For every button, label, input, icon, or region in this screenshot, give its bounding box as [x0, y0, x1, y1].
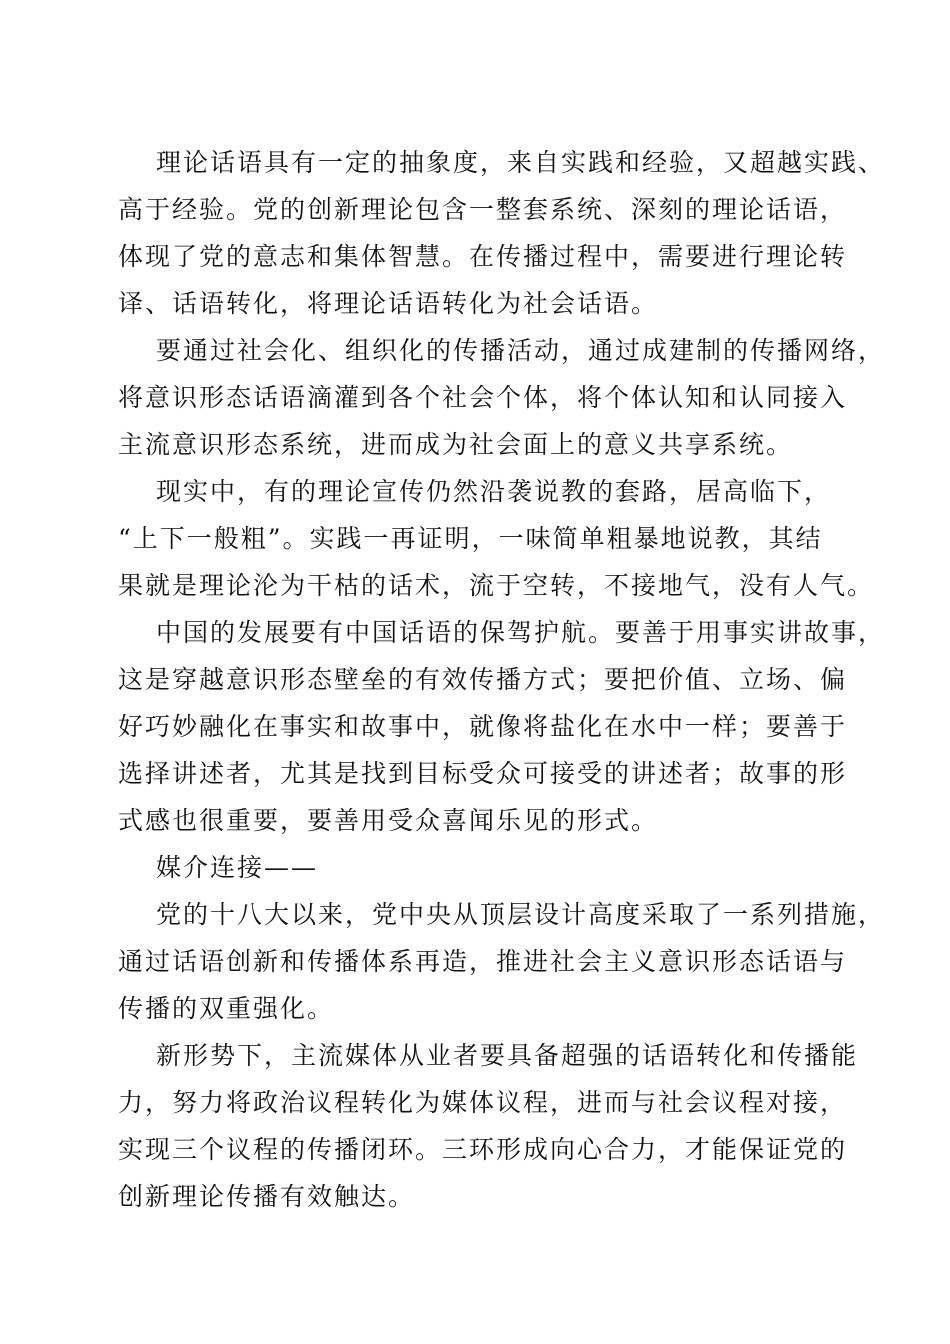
text-line: 中国的发展要有中国话语的保驾护航。要善于用事实讲故事， [156, 618, 886, 647]
text-line: 这是穿越意识形态壁垒的有效传播方式；要把价值、立场、偏 [118, 665, 848, 694]
text-line: 现实中，有的理论宣传仍然沿袭说教的套路，居高临下， [156, 477, 832, 506]
text-line: 实现三个议程的传播闭环。三环形成向心合力，才能保证党的 [118, 1135, 848, 1164]
text-line: 果就是理论沦为干枯的话术，流于空转，不接地气，没有人气。 [118, 571, 875, 600]
section-heading: 媒介连接—— [156, 853, 319, 882]
paragraph-social-organization [118, 327, 886, 468]
text-line: 传播的双重强化。 [118, 994, 335, 1023]
text-line: 体现了党的意志和集体智慧。在传播过程中，需要进行理论转 [118, 242, 848, 271]
text-line: 通过话语创新和传播体系再造，推进社会主义意识形态话语与 [118, 947, 848, 976]
text-line: 创新理论传播有效触达。 [118, 1182, 416, 1211]
text-line: “上下一般粗”。实践一再证明，一味简单粗暴地说教，其结 [118, 524, 823, 553]
text-line: 理论话语具有一定的抽象度，来自实践和经验，又超越实践、 [156, 148, 886, 177]
text-line: 选择讲述者，尤其是找到目标受众可接受的讲述者；故事的形 [118, 759, 848, 788]
text-line: 新形势下，主流媒体从业者要具备超强的话语转化和传播能 [156, 1041, 859, 1070]
text-line: 译、话语转化，将理论话语转化为社会话语。 [118, 289, 659, 318]
text-line: 好巧妙融化在事实和故事中，就像将盐化在水中一样；要善于 [118, 712, 848, 741]
text-line: 力，努力将政治议程转化为媒体议程，进而与社会议程对接， [118, 1088, 848, 1117]
document-body [118, 139, 886, 1220]
text-line: 高于经验。党的创新理论包含一整套系统、深刻的理论话语， [118, 195, 848, 224]
paragraph-mainstream-media [118, 1032, 859, 1220]
paragraph-theory-discourse [118, 139, 886, 327]
text-line: 式感也很重要，要善用受众喜闻乐见的形式。 [118, 806, 659, 835]
text-line: 将意识形态话语滴灌到各个社会个体，将个体认知和认同接入 [118, 383, 848, 412]
paragraph-china-discourse [118, 609, 886, 844]
text-line: 党的十八大以来，党中央从顶层设计高度采取了一系列措施， [156, 900, 886, 929]
text-line: 要通过社会化、组织化的传播活动，通过成建制的传播网络， [156, 336, 886, 365]
paragraph-reality-preaching [118, 468, 875, 609]
text-line: 主流意识形态系统，进而成为社会面上的意义共享系统。 [118, 430, 794, 459]
paragraph-eighteenth-congress [118, 891, 886, 1032]
